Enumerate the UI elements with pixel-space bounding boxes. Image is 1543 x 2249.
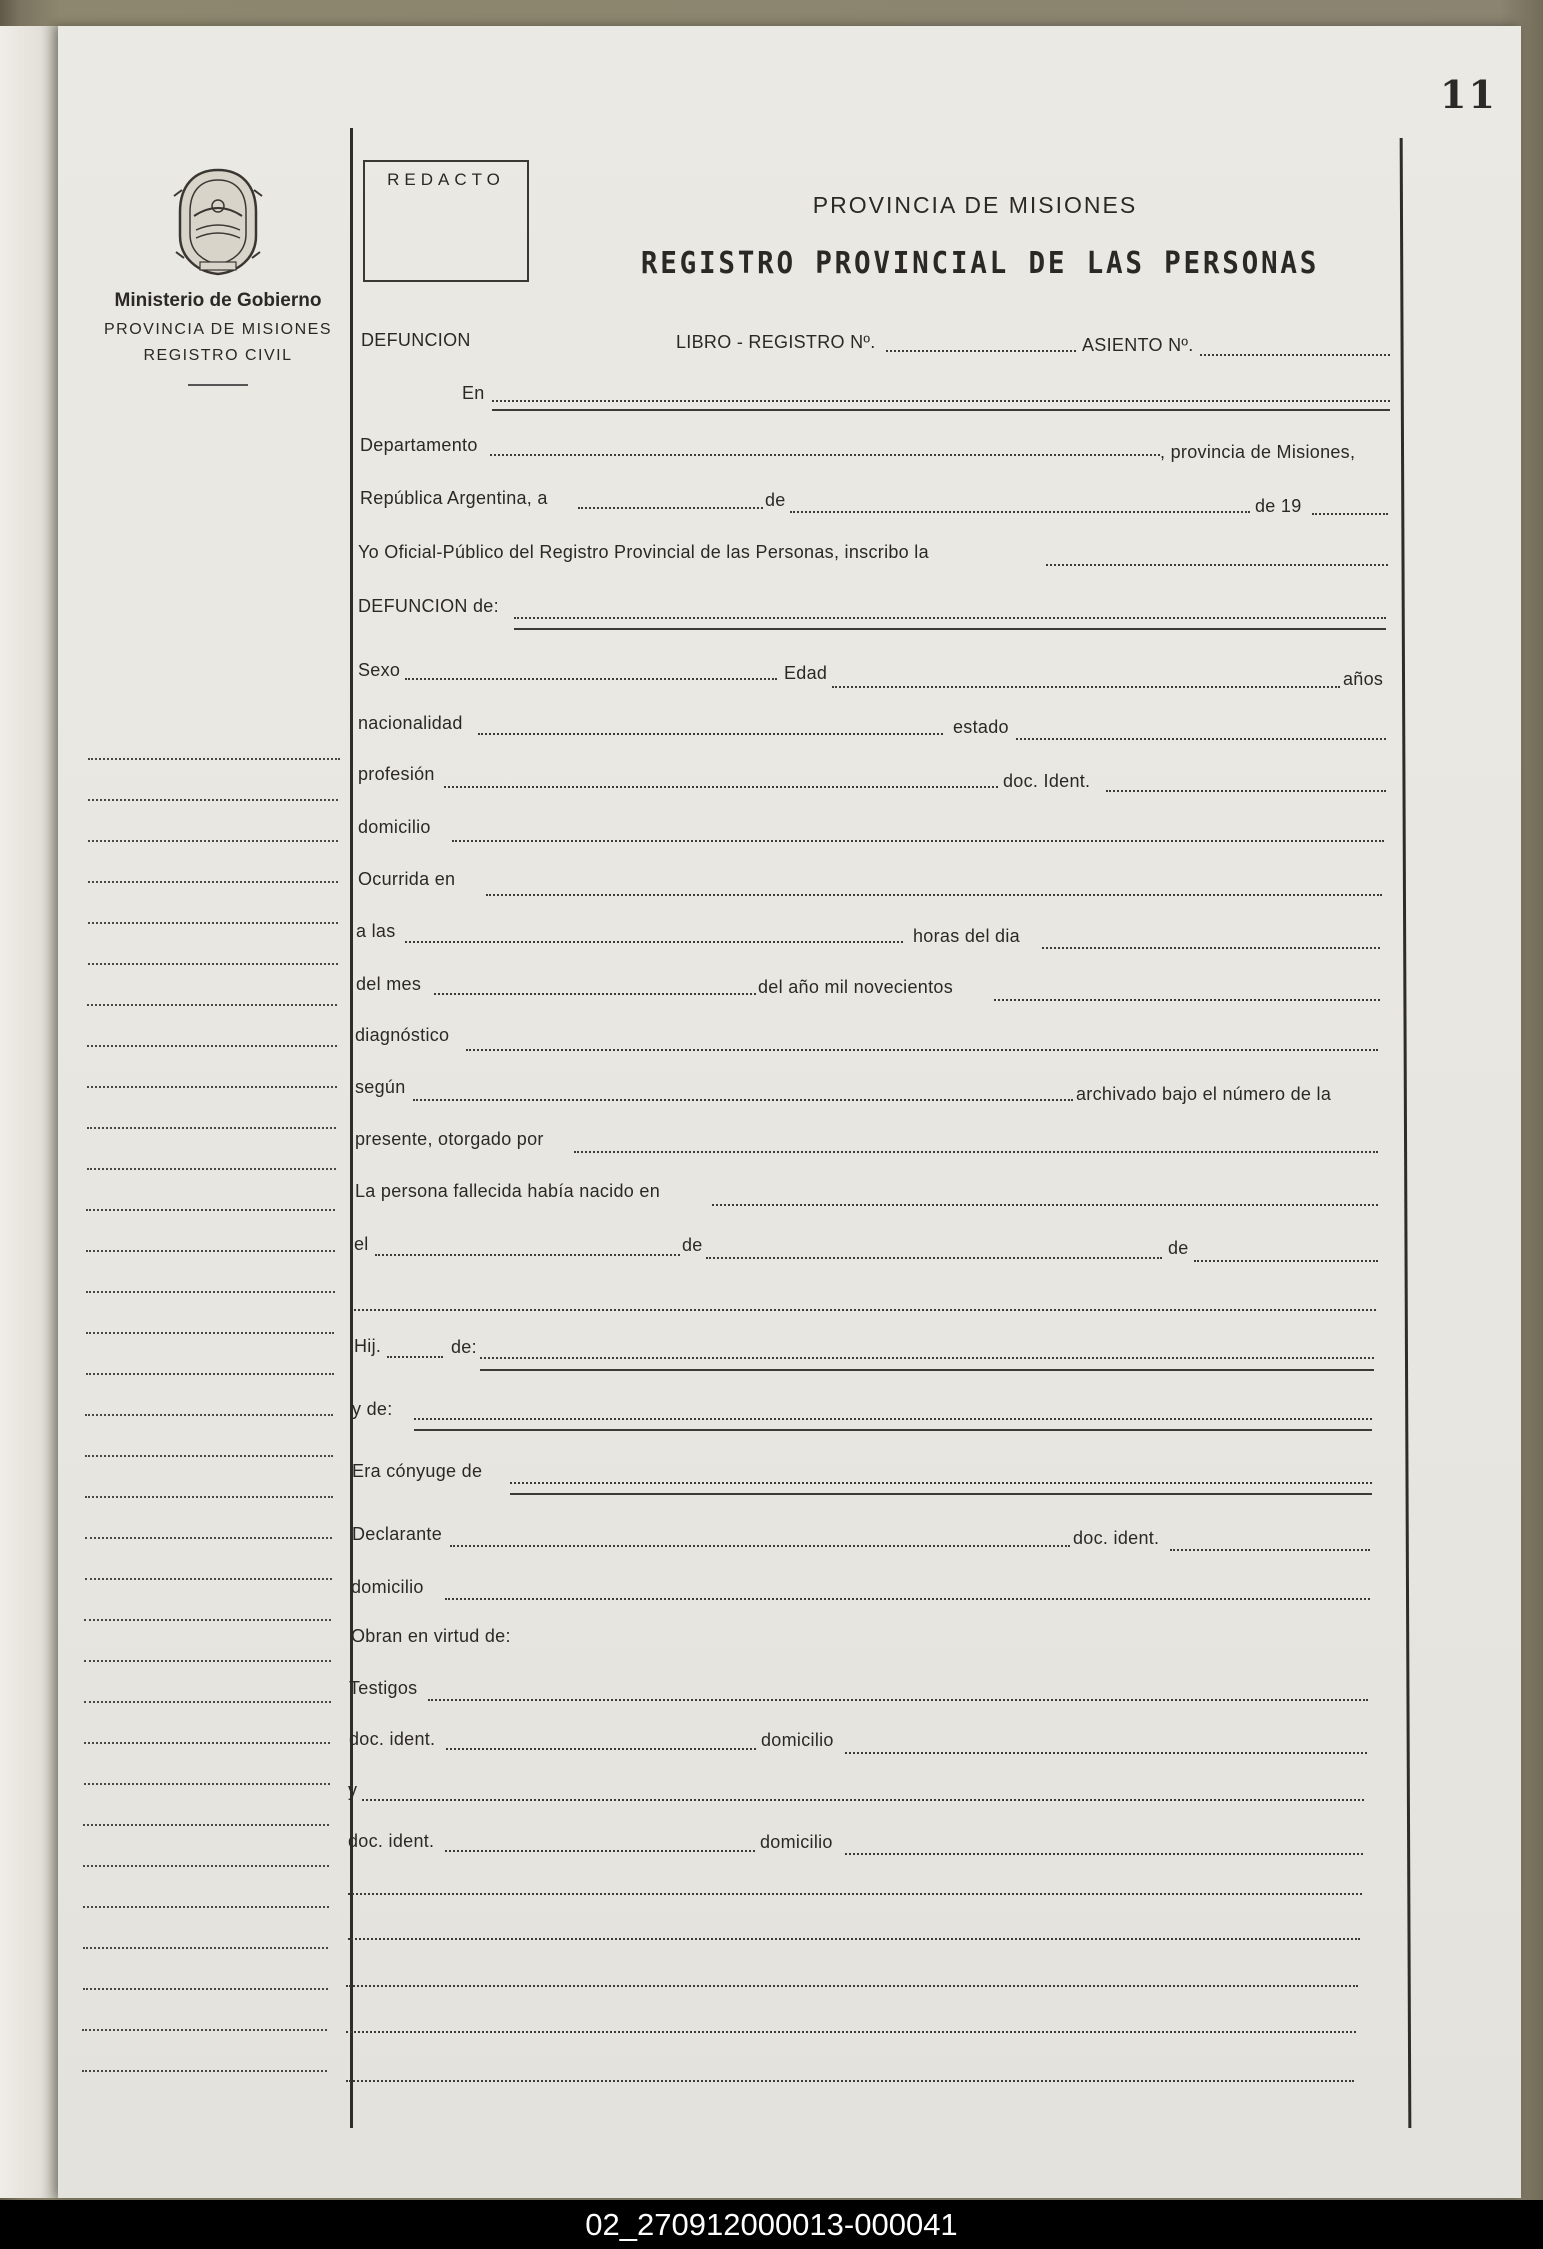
year-field[interactable]	[1312, 513, 1388, 515]
margin-line-7[interactable]	[87, 1004, 337, 1006]
dia-field[interactable]	[1042, 947, 1380, 949]
margin-line-31[interactable]	[83, 1988, 328, 1990]
margin-line-14[interactable]	[86, 1291, 335, 1293]
domicilio-field[interactable]	[452, 840, 1384, 842]
departamento-field[interactable]	[490, 454, 1160, 456]
testigo2-doc-ident-label: doc. ident.	[348, 1831, 435, 1851]
margin-line-15[interactable]	[86, 1332, 334, 1334]
segun-label: según	[355, 1077, 406, 1097]
margin-line-27[interactable]	[83, 1824, 329, 1826]
declarante-doc-ident-label: doc. ident.	[1073, 1528, 1160, 1548]
hij-suffix-field[interactable]	[387, 1356, 443, 1358]
testigo1-doc-ident-label: doc. ident.	[349, 1729, 436, 1749]
diagnostico-field[interactable]	[466, 1049, 1378, 1051]
edad-field[interactable]	[832, 686, 1340, 688]
domicilio-label: domicilio	[358, 817, 431, 837]
birth-day-field[interactable]	[375, 1254, 680, 1256]
testigo2-doc-ident-field[interactable]	[445, 1850, 755, 1852]
declarante-label: Declarante	[352, 1524, 443, 1544]
hij-de-label: de:	[451, 1337, 477, 1357]
parent2-field[interactable]	[414, 1418, 1372, 1420]
redacto-label: REDACTO	[387, 170, 505, 189]
conyuge-label: Era cónyuge de	[352, 1461, 483, 1481]
margin-line-21[interactable]	[85, 1578, 332, 1580]
segun-field[interactable]	[413, 1099, 1073, 1101]
asiento-label: ASIENTO Nº.	[1082, 335, 1194, 355]
mes-field[interactable]	[434, 993, 756, 995]
libro-label: LIBRO - REGISTRO Nº.	[676, 332, 876, 352]
scan-id: 02_270912000013-000041	[585, 2207, 958, 2242]
testigo1-doc-ident-field[interactable]	[446, 1748, 756, 1750]
margin-line-26[interactable]	[84, 1783, 330, 1785]
left-column-rule	[350, 128, 353, 2128]
sexo-label: Sexo	[358, 660, 401, 680]
nacionalidad-label: nacionalidad	[358, 713, 463, 733]
otorgado-por-field[interactable]	[574, 1151, 1378, 1153]
declarante-domicilio-field[interactable]	[445, 1598, 1370, 1600]
republica-de-label: de	[765, 490, 786, 510]
parent1-field[interactable]	[480, 1357, 1374, 1359]
margin-line-10[interactable]	[87, 1127, 336, 1129]
declarante-domicilio-label: domicilio	[351, 1577, 424, 1597]
province-title: PROVINCIA DE MISIONES	[812, 192, 1138, 218]
en-field-line	[492, 409, 1390, 411]
blank-line-6[interactable]	[346, 2080, 1354, 2082]
a-las-field[interactable]	[405, 941, 903, 943]
margin-line-20[interactable]	[85, 1537, 332, 1539]
margin-line-6[interactable]	[88, 963, 338, 965]
margin-line-25[interactable]	[84, 1742, 330, 1744]
obran-label: Obran en virtud de:	[351, 1626, 511, 1646]
defuncion-de-label: DEFUNCION de:	[358, 596, 499, 616]
archivado-label: archivado bajo el número de la	[1076, 1084, 1332, 1104]
libro-field[interactable]	[886, 350, 1076, 352]
conyuge-line	[510, 1493, 1372, 1495]
sexo-field[interactable]	[405, 678, 777, 680]
margin-line-33[interactable]	[82, 2070, 327, 2072]
presente-label: presente, otorgado por	[355, 1129, 544, 1149]
ministry-rule	[188, 384, 248, 386]
margin-line-28[interactable]	[83, 1865, 329, 1867]
blank-line-3[interactable]	[348, 1938, 1360, 1940]
hij-label: Hij.	[354, 1336, 382, 1356]
margin-line-8[interactable]	[87, 1045, 337, 1047]
margin-line-30[interactable]	[83, 1947, 328, 1949]
edad-label: Edad	[784, 663, 828, 683]
testigo1-domicilio-field[interactable]	[845, 1752, 1367, 1754]
ministry-province: PROVINCIA DE MISIONES	[104, 321, 332, 338]
margin-line-24[interactable]	[84, 1701, 331, 1703]
testigo2-domicilio-field[interactable]	[845, 1853, 1363, 1855]
margin-line-18[interactable]	[85, 1455, 333, 1457]
margin-line-23[interactable]	[84, 1660, 331, 1662]
birth-month-field[interactable]	[706, 1257, 1162, 1259]
horas-del-dia-label: horas del dia	[913, 926, 1020, 946]
ministry-registry: REGISTRO CIVIL	[143, 347, 293, 364]
province-seal-icon	[172, 166, 264, 278]
testigo2-y-label: y	[348, 1780, 358, 1800]
margin-line-12[interactable]	[86, 1209, 335, 1211]
margin-line-9[interactable]	[87, 1086, 337, 1088]
ano-field[interactable]	[994, 999, 1380, 1001]
doc-ident-field[interactable]	[1106, 790, 1386, 792]
asiento-field[interactable]	[1200, 354, 1390, 356]
margin-line-29[interactable]	[83, 1906, 329, 1908]
provincia-misiones-label: , provincia de Misiones,	[1160, 442, 1356, 462]
defuncion-label: DEFUNCION	[361, 330, 471, 350]
blank-line-1[interactable]	[354, 1309, 1376, 1311]
margin-line-11[interactable]	[87, 1168, 336, 1170]
testigos-field[interactable]	[428, 1699, 1368, 1701]
margin-line-22[interactable]	[84, 1619, 331, 1621]
diagnostico-label: diagnóstico	[355, 1025, 450, 1045]
margin-line-4[interactable]	[88, 881, 338, 883]
testigo1-domicilio-label: domicilio	[761, 1730, 834, 1750]
margin-line-17[interactable]	[85, 1414, 333, 1416]
margin-line-19[interactable]	[85, 1496, 333, 1498]
nacido-en-label: La persona fallecida había nacido en	[355, 1181, 661, 1201]
book-fold	[0, 26, 62, 2198]
ocurrida-en-field[interactable]	[486, 894, 1382, 896]
parent2-line	[414, 1429, 1372, 1431]
margin-line-5[interactable]	[88, 922, 338, 924]
testigo2-domicilio-label: domicilio	[760, 1832, 833, 1852]
nacionalidad-field[interactable]	[478, 733, 943, 735]
margin-line-16[interactable]	[86, 1373, 334, 1375]
birth-de-label: de	[682, 1235, 703, 1255]
en-field[interactable]	[492, 400, 1390, 402]
en-label: En	[462, 383, 485, 403]
republica-day-field[interactable]	[578, 507, 763, 509]
blank-line-2[interactable]	[348, 1893, 1362, 1895]
testigo2-field[interactable]	[362, 1799, 1364, 1801]
y-de-label: y de:	[352, 1399, 393, 1419]
birth-de-year-label: de	[1168, 1238, 1189, 1258]
inscribo-field[interactable]	[1046, 564, 1388, 566]
page-number: 11	[1440, 72, 1497, 117]
de-19-label: de 19	[1255, 496, 1302, 516]
profesion-label: profesión	[358, 764, 435, 784]
blank-line-5[interactable]	[346, 2031, 1356, 2033]
departamento-label: Departamento	[360, 435, 478, 455]
profesion-field[interactable]	[444, 786, 998, 788]
del-mes-label: del mes	[356, 974, 422, 994]
republica-month-field[interactable]	[790, 511, 1250, 513]
margin-line-3[interactable]	[88, 840, 338, 842]
margin-line-1[interactable]	[88, 758, 340, 760]
del-ano-label: del año mil novecientos	[758, 977, 954, 997]
deceased-name-field[interactable]	[514, 617, 1386, 619]
redacto-box	[363, 160, 529, 282]
parent1-line	[480, 1369, 1374, 1371]
ministry-name: Ministerio de Gobierno	[114, 290, 322, 311]
testigos-label: Testigos	[349, 1678, 418, 1698]
el-label: el	[354, 1234, 369, 1254]
margin-line-2[interactable]	[88, 799, 338, 801]
registry-title: REGISTRO PROVINCIAL DE LAS PERSONAS	[640, 246, 1320, 281]
republica-label: República Argentina, a	[360, 488, 548, 508]
margin-line-13[interactable]	[86, 1250, 335, 1252]
estado-label: estado	[953, 717, 1009, 737]
estado-field[interactable]	[1016, 738, 1386, 740]
birth-year-field[interactable]	[1194, 1260, 1378, 1262]
yo-oficial-label: Yo Oficial-Público del Registro Provincial de las Personas, inscribo la	[358, 542, 929, 562]
declarante-doc-ident-field[interactable]	[1170, 1549, 1370, 1551]
doc-ident-label: doc. Ident.	[1003, 771, 1091, 791]
declarante-field[interactable]	[450, 1545, 1070, 1547]
deceased-name-line	[514, 628, 1386, 630]
a-las-label: a las	[356, 921, 396, 941]
nacido-en-field[interactable]	[712, 1204, 1378, 1206]
ocurrida-en-label: Ocurrida en	[358, 869, 456, 889]
margin-line-32[interactable]	[82, 2029, 327, 2031]
blank-line-4[interactable]	[346, 1985, 1358, 1987]
anos-label: años	[1343, 669, 1384, 689]
conyuge-field[interactable]	[510, 1482, 1372, 1484]
